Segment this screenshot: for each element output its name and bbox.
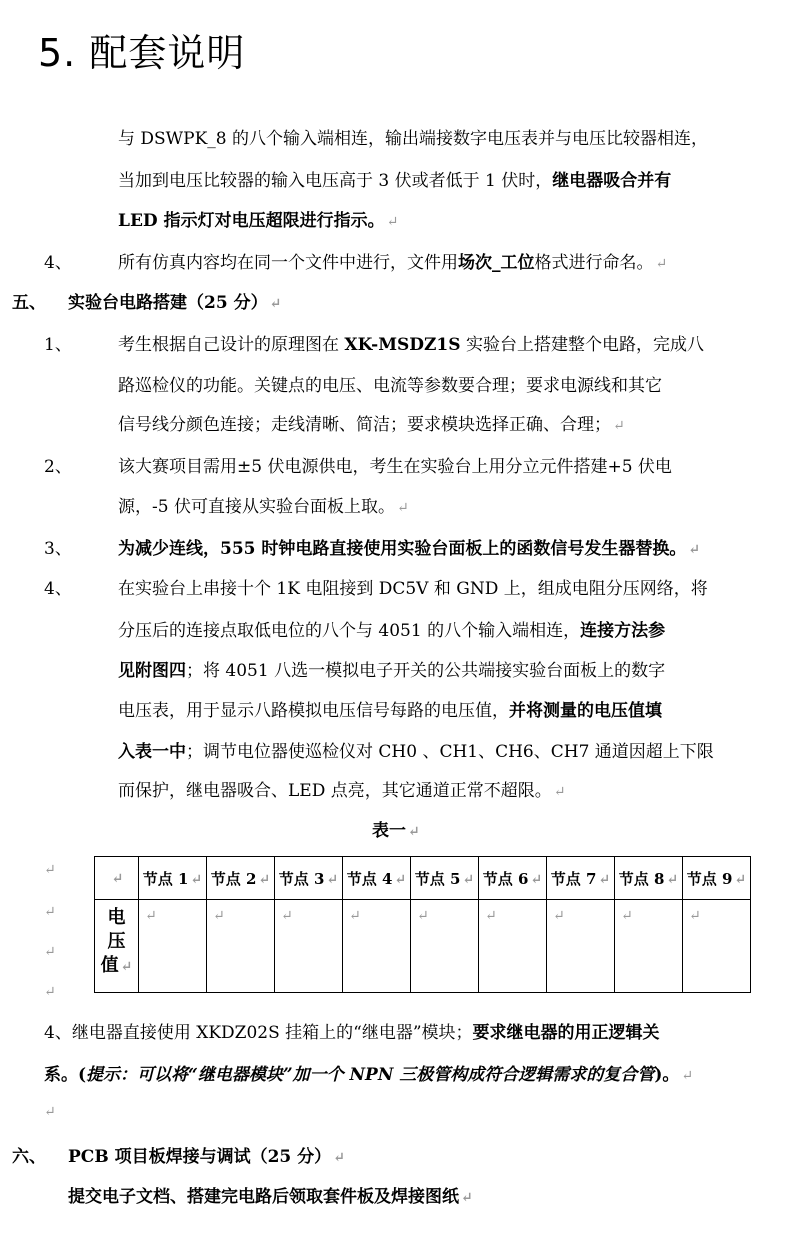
para-line	[118, 741, 714, 763]
para-text: 信号线分颜色连接；走线清晰、简洁；要求模块选择正确、合理；	[118, 415, 611, 435]
return-mark: ↵	[485, 908, 497, 924]
para-text-bold: )。	[654, 1065, 680, 1085]
return-mark: ↵	[462, 871, 475, 888]
para-text-bold: 提交电子文档、搭建完电路后领取套件板及焊接图纸	[68, 1187, 459, 1207]
table-cell[interactable]	[411, 900, 479, 993]
table-corner-cell	[95, 857, 139, 900]
row-label-char: 压	[107, 931, 126, 952]
para-text: 在实验台上串接十个 1K 电阻接到 DC5V 和 GND 上，组成电阻分压网络，将	[118, 579, 708, 599]
table-row	[95, 900, 751, 993]
section-number: 五、	[12, 293, 46, 313]
return-mark: ↵	[120, 959, 133, 975]
table-cell[interactable]	[207, 900, 275, 993]
table-cell[interactable]	[683, 900, 751, 993]
para-line	[118, 414, 625, 437]
return-mark: ↵	[461, 1190, 473, 1206]
voltage-table	[94, 856, 751, 993]
return-mark: ↵	[553, 908, 565, 924]
return-mark: ↵	[689, 908, 701, 924]
para-line	[118, 210, 398, 233]
para-text: 考生根据自己设计的原理图在	[118, 335, 345, 355]
para-line	[118, 700, 662, 722]
header-label: 节点 1	[142, 869, 189, 888]
return-mark: ↵	[44, 904, 56, 920]
table-cell[interactable]	[343, 900, 411, 993]
para-text: 路巡检仪的功能。关键点的电压、电流等参数要合理；要求电源线和其它	[118, 376, 662, 396]
return-mark: ↵	[44, 984, 56, 1000]
section-title	[68, 1146, 345, 1169]
header-label: 节点 6	[482, 869, 529, 888]
header-label: 节点 4	[346, 869, 393, 888]
para-line	[118, 578, 708, 600]
section-title	[68, 292, 281, 315]
para-line	[68, 1186, 473, 1209]
para-line	[118, 456, 672, 478]
para-text: ；将 4051 八选一模拟电子开关的公共端接实验台面板上的数字	[186, 661, 666, 681]
para-text: 所有仿真内容均在同一个文件中进行，文件用	[118, 253, 458, 273]
para-text: 格式进行命名。	[534, 253, 654, 273]
para-text-bold: 连接方法参	[580, 621, 666, 641]
return-mark: ↵	[598, 871, 611, 888]
item-number: 4、	[44, 253, 72, 273]
para-text-bold: LED 指示灯对电压超限进行指示。	[118, 211, 385, 231]
return-mark: ↵	[417, 908, 429, 924]
para-text-bold: 并将测量的电压值填	[509, 701, 662, 721]
row-label-cell	[95, 900, 139, 993]
table-header-cell	[207, 857, 275, 900]
para-line	[44, 1064, 693, 1087]
row-label-char: 值	[100, 955, 119, 976]
table-cell[interactable]	[547, 900, 615, 993]
table-header-cell	[547, 857, 615, 900]
header-label: 节点 7	[550, 869, 597, 888]
para-text-bold: 为减少连线，555 时钟电路直接使用实验台面板上的函数信号发生器替换。	[118, 539, 687, 559]
header-label: 节点 8	[618, 869, 665, 888]
return-mark: ↵	[408, 824, 420, 840]
table-header-cell	[615, 857, 683, 900]
header-label: 节点 5	[414, 869, 461, 888]
para-text-italic: 提示：可以将“继电器模块”加一个 NPN 三极管构成符合逻辑需求的复合管	[86, 1065, 655, 1085]
table-header-cell	[139, 857, 207, 900]
return-mark: ↵	[396, 500, 409, 516]
section-number: 六、	[12, 1147, 46, 1167]
return-mark: ↵	[213, 908, 225, 924]
return-mark: ↵	[734, 871, 747, 888]
para-line	[118, 780, 565, 803]
para-line	[118, 660, 665, 682]
para-text: 4、继电器直接使用 XKDZ02S 挂箱上的“继电器”模块；	[44, 1023, 473, 1043]
para-line	[118, 538, 700, 561]
para-line	[44, 1022, 660, 1044]
item-number: 4、	[44, 579, 72, 599]
para-text: ；调节电位器使巡检仪对 CH0 、CH1、CH6、CH7 通道因超上下限	[186, 742, 714, 762]
para-text: 源，-5 伏可直接从实验台面板上取。	[118, 497, 395, 517]
table-cell[interactable]	[275, 900, 343, 993]
table-header-cell	[411, 857, 479, 900]
table-caption-text: 表一	[372, 821, 406, 841]
para-text-bold: 入表一中	[118, 742, 186, 762]
item-number: 2、	[44, 457, 72, 477]
para-text-bold: 要求继电器的用正逻辑关	[472, 1023, 660, 1043]
para-line	[118, 375, 662, 397]
table-header-row	[95, 857, 751, 900]
table-header-cell	[275, 857, 343, 900]
para-text-bold: XK-MSDZ1S	[344, 335, 461, 355]
return-mark: ↵	[530, 871, 543, 888]
table-header-cell	[343, 857, 411, 900]
return-mark: ↵	[44, 862, 56, 878]
header-label: 节点 9	[686, 869, 733, 888]
return-mark: ↵	[688, 542, 701, 558]
return-mark: ↵	[553, 784, 566, 800]
table-caption	[372, 820, 420, 843]
para-text-bold: 继电器吸合并有	[552, 171, 672, 191]
para-line	[118, 334, 704, 356]
para-text: 实验台上搭建整个电路，完成八	[460, 335, 704, 355]
para-text-bold: 场次_工位	[458, 253, 535, 273]
return-mark: ↵	[44, 1104, 56, 1120]
table-cell[interactable]	[615, 900, 683, 993]
return-mark: ↵	[190, 871, 203, 888]
para-text: 当加到电压比较器的输入电压高于 3 伏或者低于 1 伏时，	[118, 171, 553, 191]
table-header-cell	[683, 857, 751, 900]
para-text: 电压表，用于显示八路模拟电压信号每路的电压值，	[118, 701, 509, 721]
para-text: 与 DSWPK_8 的八个输入端相连，输出端接数字电压表并与电压比较器相连，	[118, 129, 709, 149]
item-number: 1、	[44, 335, 72, 355]
header-label: 节点 2	[210, 869, 257, 888]
para-text: 该大赛项目需用±5 伏电源供电，考生在实验台上用分立元件搭建+5 伏电	[118, 457, 672, 477]
return-mark: ↵	[655, 256, 668, 272]
para-text: 而保护，继电器吸合、LED 点亮，其它通道正常不超限。	[118, 781, 552, 801]
row-label-char: 电	[107, 907, 126, 928]
para-text: 分压后的连接点取低电位的八个与 4051 的八个输入端相连，	[118, 621, 581, 641]
return-mark: ↵	[394, 871, 407, 888]
return-mark: ↵	[281, 908, 293, 924]
return-mark: ↵	[333, 1150, 345, 1166]
para-line	[118, 496, 409, 519]
return-mark: ↵	[386, 214, 399, 230]
para-line	[118, 252, 667, 275]
section-title-text: PCB 项目板焊接与调试（25 分）	[68, 1147, 332, 1167]
return-mark: ↵	[269, 296, 282, 312]
return-mark: ↵	[681, 1068, 694, 1084]
return-mark: ↵	[666, 871, 679, 888]
return-mark: ↵	[44, 944, 56, 960]
table-header-cell	[479, 857, 547, 900]
return-mark: ↵	[326, 871, 339, 888]
table-cell[interactable]	[139, 900, 207, 993]
return-mark: ↵	[258, 871, 271, 888]
item-number: 3、	[44, 539, 72, 559]
return-mark: ↵	[111, 871, 124, 887]
para-text-bold: 见附图四	[118, 661, 186, 681]
para-line	[118, 620, 665, 642]
para-line	[118, 170, 671, 192]
table-cell[interactable]	[479, 900, 547, 993]
section-heading: 5. 配套说明	[38, 31, 246, 75]
para-text-bold: 系。(	[44, 1065, 87, 1085]
return-mark: ↵	[621, 908, 633, 924]
return-mark: ↵	[145, 908, 157, 924]
header-label: 节点 3	[278, 869, 325, 888]
section-title-text: 实验台电路搭建（25 分）	[68, 293, 268, 313]
para-line	[118, 128, 708, 150]
return-mark: ↵	[613, 418, 625, 434]
return-mark: ↵	[349, 908, 361, 924]
